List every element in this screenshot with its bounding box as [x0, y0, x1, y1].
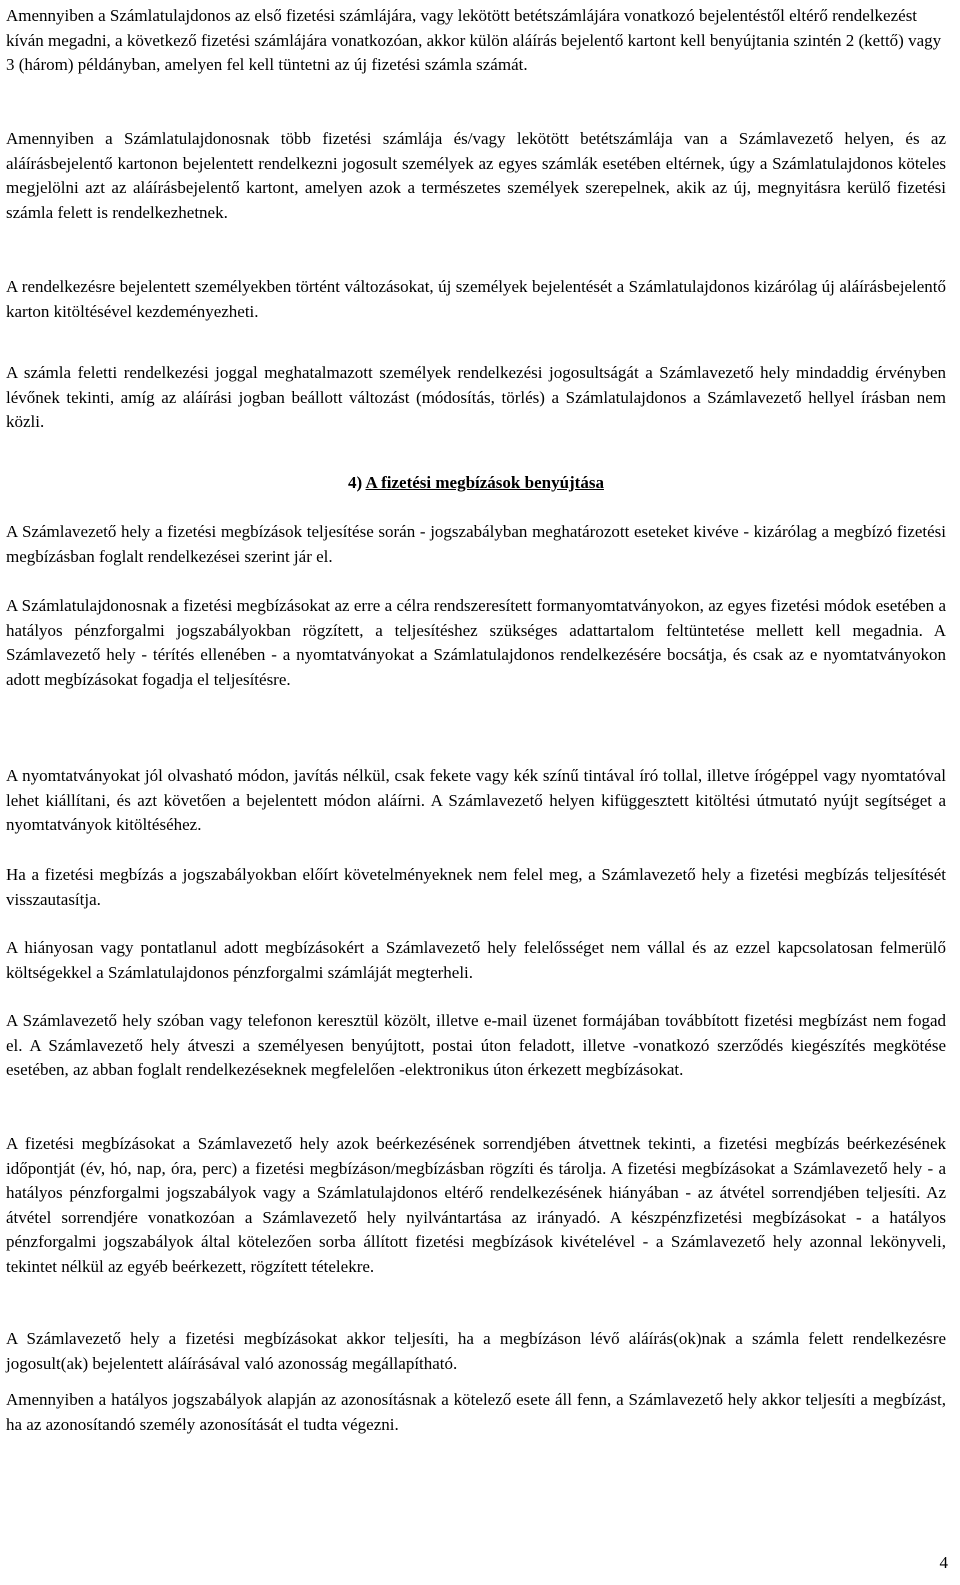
- paragraph-forms: A Számlatulajdonosnak a fizetési megbízásokat az erre a célra rendszeresített formanyomtatványokon, az egyes fizetési módok esetében a hatályos pénzforgalmi jogszabályokban rögzített, a teljesítéshez szükséges adattartalom feltüntetése mellett kell megadnia. A Számlavezető hely - térítés ellenében - a nyomtatványokat a Számlatulajdonos rendelkezésére bocsátja, és csak az e nyomtatványokon adott megbízásokat fogadja el teljesítésre.: [6, 596, 946, 689]
- paragraph-multiple-accounts: Amennyiben a Számlatulajdonosnak több fizetési számlája és/vagy lekötött betétszámlája van a Számlavezető helyen, és az aláírásbejelentő kartonon bejelentett rendelkezni jogosult személyek az egyes számlák esetében eltérnek, úgy a Számlatulajdonos köteles megjelölni azt az aláírásbejelentő kartont, amelyen azok a természetes személyek szerepelnek, akik az új, megnyitásra kerülő fizetési számla felett is rendelkezhetnek.: [6, 129, 946, 222]
- section-title: A fizetési megbízások benyújtása: [365, 473, 604, 492]
- paragraph-order-sequence: A fizetési megbízásokat a Számlavezető hely azok beérkezésének sorrendjében átvettnek tekinti, a fizetési megbízás beérkezésének időpontját (év, hó, nap, óra, perc) a fizetési megbízáson/megbízásban rögzíti és tárolja. A fizetési megbízásokat a Számlavezető hely - a hatályos pénzforgalmi jogszabályok vagy a Számlatulajdonos eltérő rendelkezésének hiányában - az átvétel sorrendjében teljesíti. Az átvétel sorrendjére vonatkozóan a Számlavezető hely nyilvántartása az irányadó. A készpénzfizetési megbízásokat - a hatályos pénzforgalmi jogszabályok által kötelezően sorba állított fizetési megbízások kivételével - a Számlavezető hely azonnal lekönyveli, tekintet nélkül az egyéb beérkezett, rögzített tételekre.: [6, 1134, 946, 1276]
- paragraph-order-execution: A Számlavezető hely a fizetési megbízások teljesítése során - jogszabályban meghatározott eseteket kivéve - kizárólag a megbízó fizetési megbízásban foglalt rendelkezései szerint jár el.: [6, 522, 946, 566]
- paragraph-order-rejection: Ha a fizetési megbízás a jogszabályokban előírt követelményeknek nem felel meg, a Számlavezető hely a fizetési megbízás teljesítését visszautasítja.: [6, 865, 946, 909]
- paragraph-signature-verification: A Számlavezető hely a fizetési megbízásokat akkor teljesíti, ha a megbízáson lévő aláírás(ok)nak a számla felett rendelkezésre jogosult(ak) bejelentett aláírásával való azonosság megállapítható.: [6, 1329, 946, 1373]
- paragraph-additional-signature-card: Amennyiben a Számlatulajdonos az első fizetési számlájára, vagy lekötött betétszámlájára vonatkozó bejelentéstől eltérő rendelkezést kíván megadni, a következő fizetési számlájára vonatkozóan, akkor külön aláírás bejelentő kartont kell benyújtania szintén 2 (kettő) vagy 3 (három) példányban, amelyen fel kell tüntetni az új fizetési számla számát.: [6, 6, 942, 74]
- paragraph-authorized-persons-changes: A rendelkezésre bejelentett személyekben történt változásokat, új személyek bejelentését a Számlatulajdonos kizárólag új aláírásbejelentő karton kitöltésével kezdeményezheti.: [6, 277, 946, 321]
- section-number: 4): [348, 473, 363, 492]
- paragraph-accepted-channels: A Számlavezető hely szóban vagy telefonon keresztül közölt, illetve e-mail üzenet formájában továbbított fizetési megbízást nem fogad el. A Számlavezető hely átveszi a személyesen benyújtott, postai úton feladott, illetve -vonatkozó szerződés kiegészítés megkötése esetében, az abban foglalt rendelkezéseknek megfelelően -elektronikus úton érkezett megbízásokat.: [6, 1011, 946, 1079]
- section-heading: [6, 471, 946, 495]
- paragraph-identification: Amennyiben a hatályos jogszabályok alapján az azonosításnak a kötelező esete áll fenn, a Számlavezető hely akkor teljesíti a megbízást, ha az azonosítandó személy azonosítását el tudta végezni.: [6, 1390, 946, 1434]
- paragraph-form-filling: A nyomtatványokat jól olvasható módon, javítás nélkül, csak fekete vagy kék színű tintával író tollal, illetve írógéppel vagy nyomtatóval lehet kiállítani, és azt követően a bejelentett módon aláírni. A Számlavezető helyen kifüggesztett kitöltési útmutató nyújt segítséget a nyomtatványok kitöltéséhez.: [6, 766, 946, 834]
- paragraph-authorization-validity: A számla feletti rendelkezési joggal meghatalmazott személyek rendelkezési jogosultságát a Számlavezető hely mindaddig érvényben lévőnek tekinti, amíg az aláírási jogban beállott változást (módosítás, törlés) a Számlatulajdonos a Számlavezető hellyel írásban nem közli.: [6, 363, 946, 431]
- paragraph-incomplete-orders: A hiányosan vagy pontatlanul adott megbízásokért a Számlavezető hely felelősséget nem vállal és az ezzel kapcsolatosan felmerülő költségekkel a Számlatulajdonos pénzforgalmi számláját megterheli.: [6, 938, 946, 982]
- page-number: 4: [939, 1553, 948, 1572]
